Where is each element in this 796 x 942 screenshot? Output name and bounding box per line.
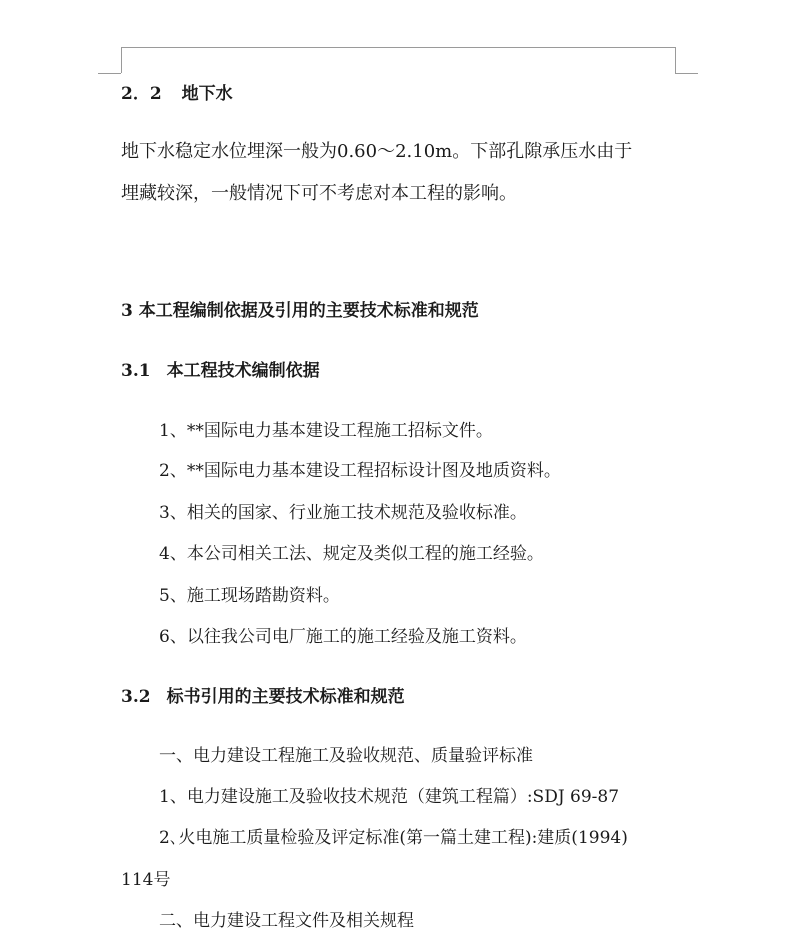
header-margin-line (121, 47, 675, 48)
subheading-3-2-1: 一、电力建设工程施工及验收规范、质量验评标准 (159, 746, 533, 766)
heading-3-2 (121, 686, 405, 708)
list-item: 1、**国际电力基本建设工程施工招标文件。 (159, 421, 493, 441)
subheading-3-2-2: 二、电力建设工程文件及相关规程 (159, 911, 414, 931)
list-item: 5、施工现场踏勘资料。 (159, 586, 340, 606)
heading-3-1 (121, 360, 320, 382)
heading-3-2-title: 标书引用的主要技术标准和规范 (166, 687, 405, 707)
list-item: 2、**国际电力基本建设工程招标设计图及地质资料。 (159, 461, 561, 481)
list-item-continuation: 114号 (121, 870, 171, 890)
paragraph-2-2-line-2: 埋藏较深，一般情况下可不考虑对本工程的影响。 (121, 183, 517, 204)
heading-2-2 (121, 83, 233, 105)
list-item: 6、以往我公司电厂施工的施工经验及施工资料。 (159, 627, 527, 647)
paragraph-2-2-line-1: 地下水稳定水位埋深一般为0.60～2.10m。下部孔隙承压水由于 (121, 141, 633, 162)
header-margin-corner-right (675, 47, 676, 73)
heading-2-2-title: 地下水 (181, 84, 233, 104)
list-item: 2､火电施工质量检验及评定标准(第一篇土建工程):建质(1994) (159, 828, 628, 848)
heading-3-2-number: 3.2 (121, 687, 151, 707)
heading-3-1-title: 本工程技术编制依据 (166, 361, 320, 381)
heading-2-2-number: 2．2 (121, 84, 162, 104)
heading-3-1-number: 3.1 (121, 361, 151, 381)
heading-3: 3 本工程编制依据及引用的主要技术标准和规范 (121, 301, 479, 321)
list-item: 3、相关的国家、行业施工技术规范及验收标准。 (159, 503, 527, 523)
header-margin-corner-left (121, 47, 122, 73)
margin-tick-left (98, 73, 121, 74)
list-item: 4、本公司相关工法、规定及类似工程的施工经验。 (159, 544, 544, 564)
margin-tick-right (675, 73, 698, 74)
list-item: 1、电力建设施工及验收技术规范（建筑工程篇）:SDJ 69-87 (159, 787, 620, 807)
